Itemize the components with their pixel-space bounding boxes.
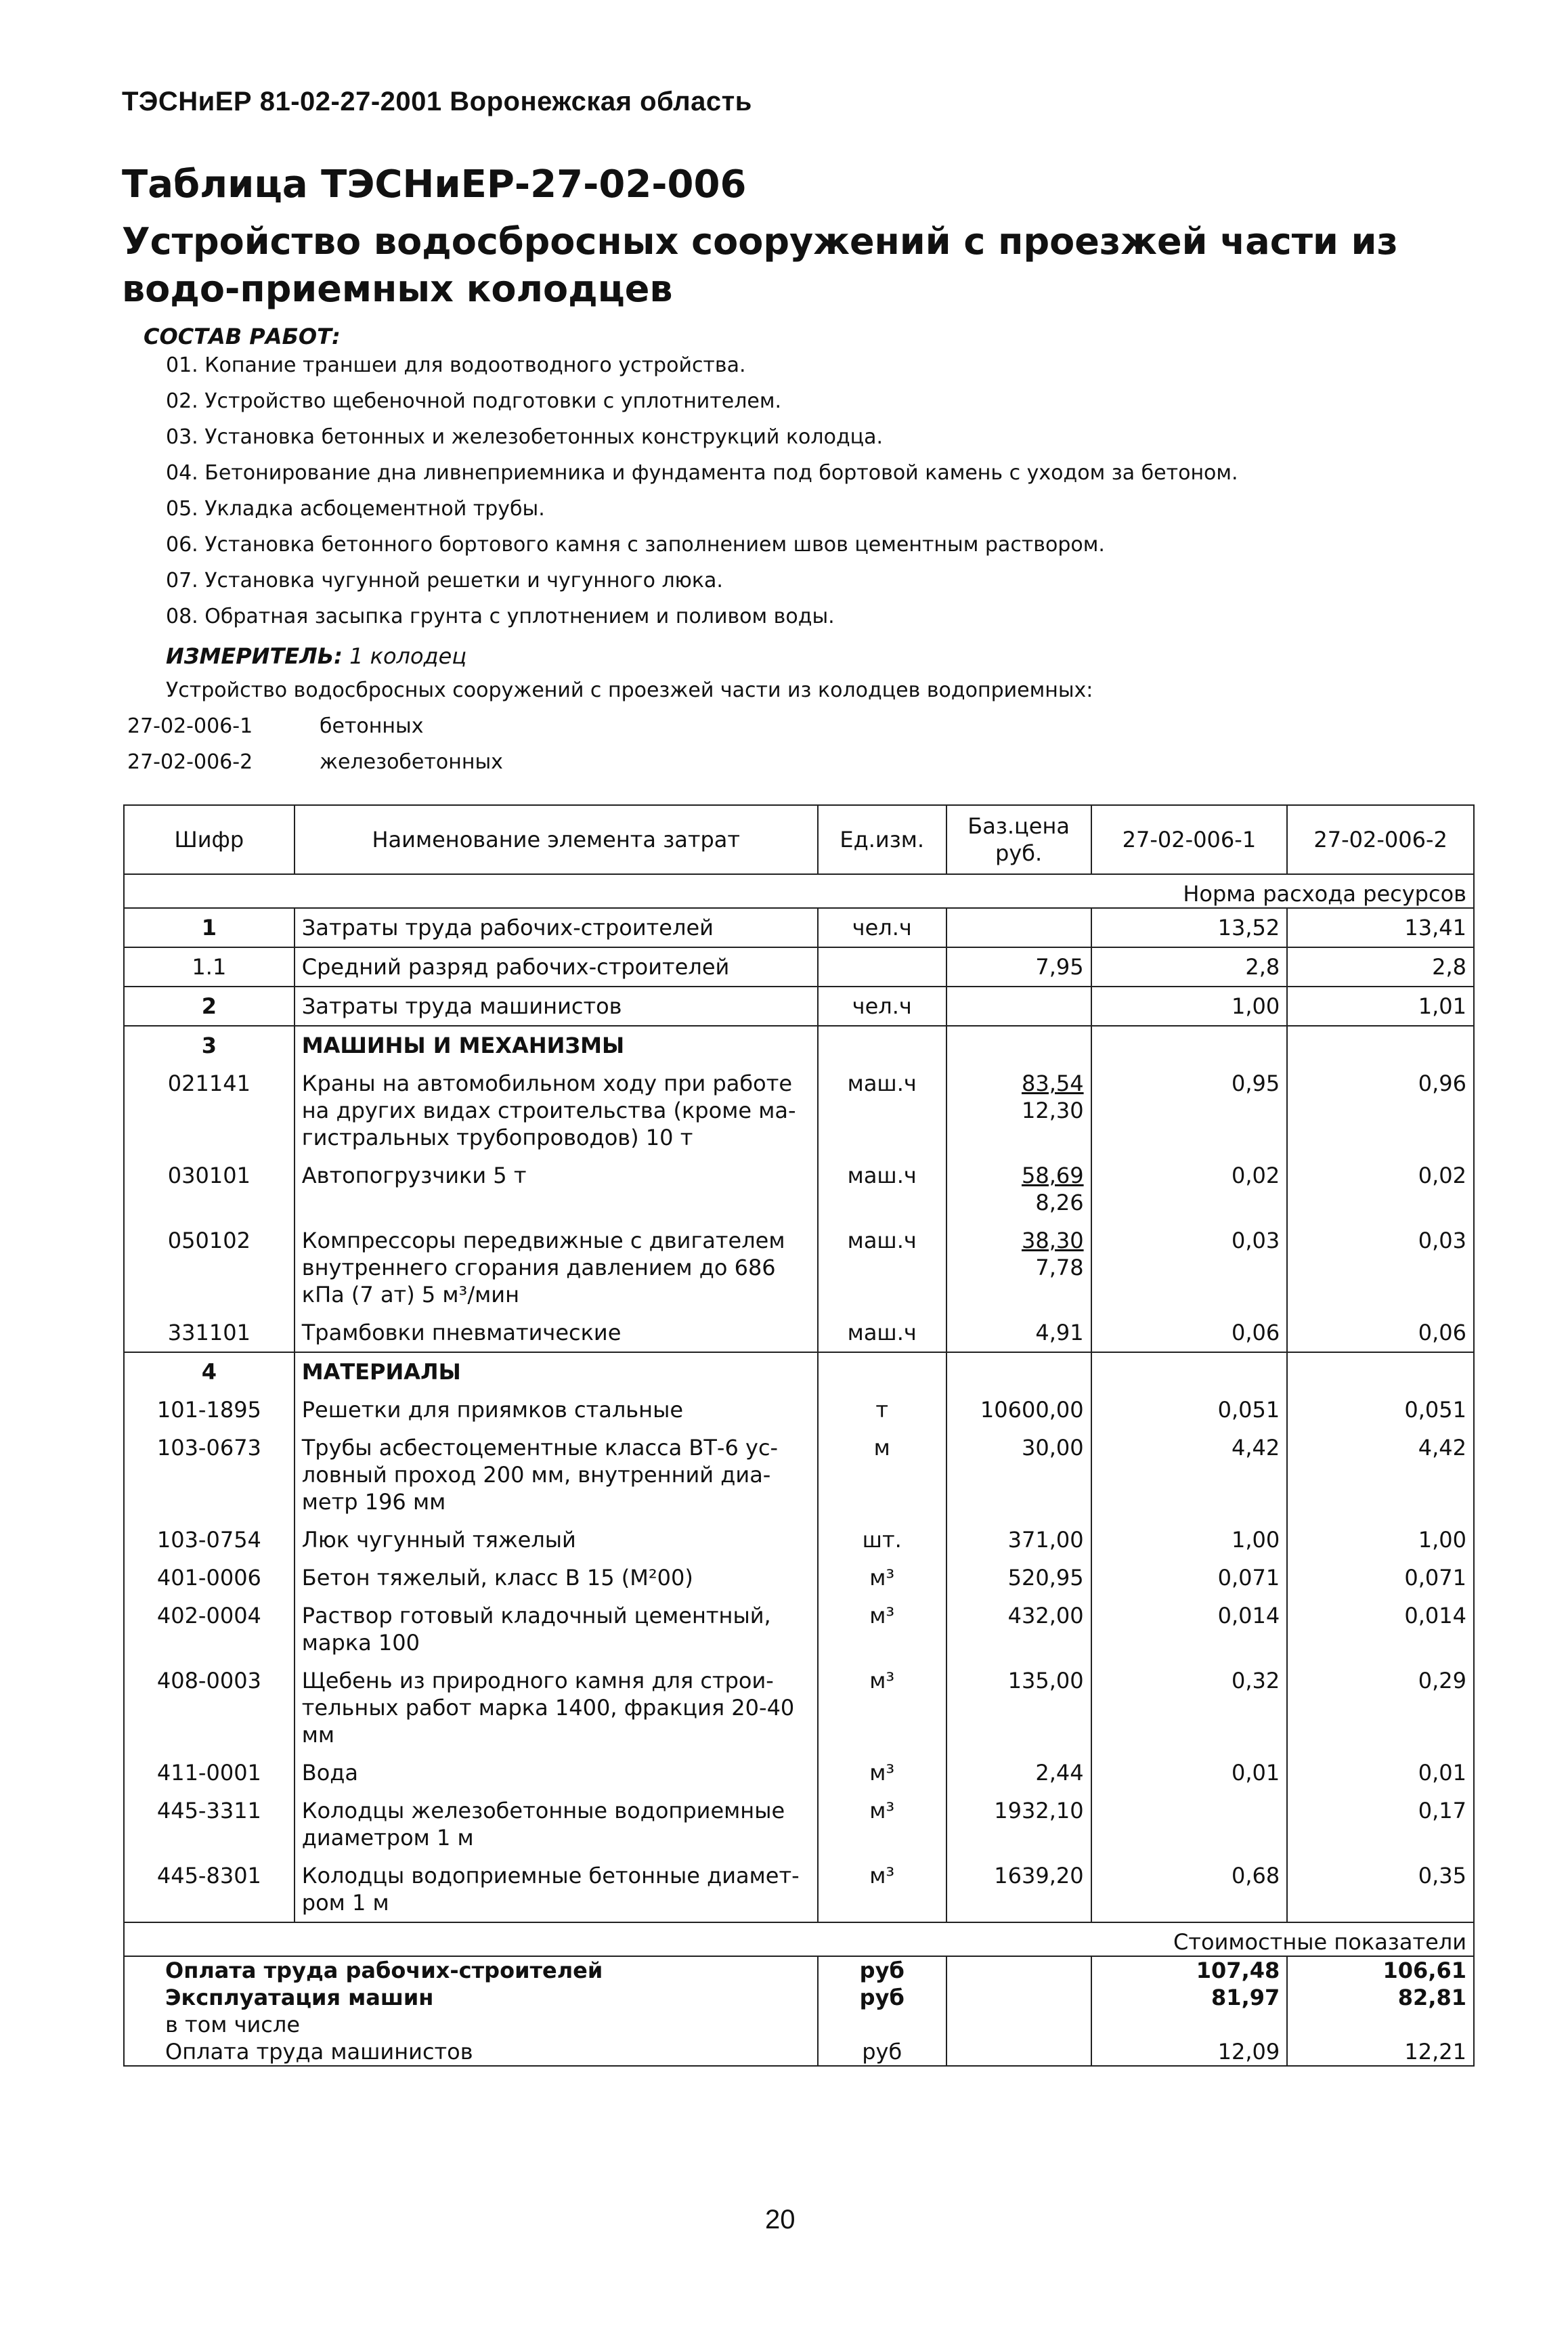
row-unit: м³	[818, 1597, 946, 1662]
row-code: 2	[124, 987, 295, 1026]
cost-value-1: 81,97	[1091, 1984, 1288, 2011]
variant-name: железобетонных	[320, 750, 503, 774]
cost-value-2	[1287, 2011, 1474, 2038]
row-unit: м³	[818, 1559, 946, 1597]
variants-intro: Устройство водосбросных сооружений с проезжей части из колодцев водоприемных:	[166, 678, 1093, 702]
row-unit: м³	[818, 1857, 946, 1922]
table-row	[124, 1521, 1474, 1559]
row-code: 021141	[124, 1064, 295, 1157]
cost-row	[124, 1984, 1474, 2011]
row-code: 408-0003	[124, 1662, 295, 1754]
row-value-2: 0,051	[1287, 1391, 1474, 1429]
cost-row	[124, 2011, 1474, 2038]
row-name: Люк чугунный тяжелый	[295, 1521, 818, 1559]
cost-name: Оплата труда рабочих-строителей	[124, 1956, 818, 1984]
row-value-2: 13,41	[1287, 908, 1474, 947]
cost-value-2: 12,21	[1287, 2038, 1474, 2066]
price-top: 58,69	[1021, 1163, 1084, 1188]
resources-table	[123, 804, 1475, 2067]
work-item: 06. Установка бетонного бортового камня с заполнением швов цементным раствором.	[166, 533, 1105, 557]
row-value-1: 4,42	[1091, 1429, 1288, 1521]
row-name: Средний разряд рабочих-строителей	[295, 947, 818, 987]
table-row	[124, 1857, 1474, 1922]
work-item: 04. Бетонирование дна ливнеприемника и фундамента под бортовой камень с уходом за бетоном.	[166, 461, 1238, 485]
row-value-2: 0,06	[1287, 1314, 1474, 1352]
table-row	[124, 1429, 1474, 1521]
row-value-2: 1,00	[1287, 1521, 1474, 1559]
row-code: 331101	[124, 1314, 295, 1352]
row-value-1: 13,52	[1091, 908, 1288, 947]
measure-line	[166, 643, 466, 669]
row-value-2: 4,42	[1287, 1429, 1474, 1521]
row-unit: маш.ч	[818, 1222, 946, 1314]
row-name: Решетки для приямков стальные	[295, 1391, 818, 1429]
row-code: 1	[124, 908, 295, 947]
row-price: 4,91	[946, 1314, 1091, 1352]
row-price	[946, 1157, 1091, 1222]
row-unit: маш.ч	[818, 1064, 946, 1157]
row-value-2: 0,17	[1287, 1792, 1474, 1857]
row-name: Краны на автомобильном ходу при работе на других видах строительства (кроме ма-гистральных трубопроводов) 10 т	[295, 1064, 818, 1157]
row-price	[946, 908, 1091, 947]
row-name: Раствор готовый кладочный цементный, марка 100	[295, 1597, 818, 1662]
row-unit: шт.	[818, 1521, 946, 1559]
row-value-1: 0,071	[1091, 1559, 1288, 1597]
row-unit: чел.ч	[818, 987, 946, 1026]
row-price	[946, 987, 1091, 1026]
row-name: Затраты труда рабочих-строителей	[295, 908, 818, 947]
row-name: Вода	[295, 1754, 818, 1792]
cost-unit	[818, 2011, 946, 2038]
row-unit: маш.ч	[818, 1157, 946, 1222]
cost-value-2: 82,81	[1287, 1984, 1474, 2011]
cost-value-1: 12,09	[1091, 2038, 1288, 2066]
table-row	[124, 987, 1474, 1026]
row-price: 520,95	[946, 1559, 1091, 1597]
section-code: 4	[124, 1352, 295, 1391]
row-code: 411-0001	[124, 1754, 295, 1792]
row-unit: м³	[818, 1662, 946, 1754]
row-code: 445-3311	[124, 1792, 295, 1857]
price-top: 38,30	[1021, 1228, 1084, 1253]
row-code: 103-0673	[124, 1429, 295, 1521]
row-price: 135,00	[946, 1662, 1091, 1754]
row-name: Колодцы железобетонные водоприемные диаметром 1 м	[295, 1792, 818, 1857]
table-row	[124, 1662, 1474, 1754]
row-value-2: 0,071	[1287, 1559, 1474, 1597]
work-item: 08. Обратная засыпка грунта с уплотнением и поливом воды.	[166, 605, 835, 628]
variant-name: бетонных	[320, 714, 424, 738]
row-name: Компрессоры передвижные с двигателем внутреннего сгорания давлением до 686 кПа (7 ат) 5 м³/мин	[295, 1222, 818, 1314]
price-top: 83,54	[1021, 1071, 1084, 1096]
measure-value: 1 колодец	[349, 643, 467, 669]
row-value-2: 2,8	[1287, 947, 1474, 987]
row-price: 432,00	[946, 1597, 1091, 1662]
row-value-1: 0,06	[1091, 1314, 1288, 1352]
cost-unit: руб	[818, 1956, 946, 1984]
section-row-machines	[124, 1026, 1474, 1064]
cost-name: Оплата труда машинистов	[124, 2038, 818, 2066]
table-title: Таблица ТЭСНиЕР-27-02-006	[122, 163, 747, 207]
document-header: ТЭСНиЕР 81-02-27-2001 Воронежская область	[122, 87, 752, 116]
price-bottom: 7,78	[1035, 1255, 1084, 1280]
header-name: Наименование элемента затрат	[295, 805, 818, 874]
price-bottom: 8,26	[1035, 1190, 1084, 1215]
work-item: 03. Установка бетонных и железобетонных конструкций колодца.	[166, 425, 884, 449]
row-name: Автопогрузчики 5 т	[295, 1157, 818, 1222]
cost-row	[124, 1956, 1474, 1984]
row-value-1: 0,014	[1091, 1597, 1288, 1662]
works-label: СОСТАВ РАБОТ:	[144, 324, 341, 349]
norm-label: Норма расхода ресурсов	[124, 874, 1474, 908]
row-value-1: 0,95	[1091, 1064, 1288, 1157]
row-price: 2,44	[946, 1754, 1091, 1792]
row-name: Трамбовки пневматические	[295, 1314, 818, 1352]
row-price: 30,00	[946, 1429, 1091, 1521]
row-unit: м³	[818, 1754, 946, 1792]
row-value-1: 0,32	[1091, 1662, 1288, 1754]
row-price: 7,95	[946, 947, 1091, 987]
work-item: 07. Установка чугунной решетки и чугунного люка.	[166, 569, 723, 592]
row-unit	[818, 947, 946, 987]
row-name: Затраты труда машинистов	[295, 987, 818, 1026]
cost-unit: руб	[818, 2038, 946, 2066]
row-name: Колодцы водоприемные бетонные диамет-ром 1 м	[295, 1857, 818, 1922]
table-row	[124, 1222, 1474, 1314]
row-value-1	[1091, 1792, 1288, 1857]
cost-value-2: 106,61	[1287, 1956, 1474, 1984]
cost-name: в том числе	[124, 2011, 818, 2038]
section-name: МАШИНЫ И МЕХАНИЗМЫ	[295, 1026, 818, 1064]
row-code: 030101	[124, 1157, 295, 1222]
row-name: Щебень из природного камня для строи-тельных работ марка 1400, фракция 20-40 мм	[295, 1662, 818, 1754]
row-unit: маш.ч	[818, 1314, 946, 1352]
table-row	[124, 1754, 1474, 1792]
cost-value-1	[1091, 2011, 1288, 2038]
row-price: 371,00	[946, 1521, 1091, 1559]
header-price: Баз.цена руб.	[946, 805, 1091, 874]
table-row	[124, 908, 1474, 947]
section-name: МАТЕРИАЛЫ	[295, 1352, 818, 1391]
row-value-2: 0,03	[1287, 1222, 1474, 1314]
row-price: 1932,10	[946, 1792, 1091, 1857]
row-value-2: 0,02	[1287, 1157, 1474, 1222]
header-variant-1: 27-02-006-1	[1091, 805, 1288, 874]
row-code: 1.1	[124, 947, 295, 987]
cost-value-1: 107,48	[1091, 1956, 1288, 1984]
row-price: 10600,00	[946, 1391, 1091, 1429]
header-code: Шифр	[124, 805, 295, 874]
row-unit: чел.ч	[818, 908, 946, 947]
row-value-1: 0,02	[1091, 1157, 1288, 1222]
table-row	[124, 1391, 1474, 1429]
cost-unit: руб	[818, 1984, 946, 2011]
row-value-1: 2,8	[1091, 947, 1288, 987]
row-value-1: 0,051	[1091, 1391, 1288, 1429]
row-value-1: 1,00	[1091, 987, 1288, 1026]
table-row	[124, 1314, 1474, 1352]
measure-label: ИЗМЕРИТЕЛЬ:	[166, 643, 343, 669]
row-code: 103-0754	[124, 1521, 295, 1559]
variant-code: 27-02-006-1	[127, 714, 253, 738]
row-value-2: 0,96	[1287, 1064, 1474, 1157]
row-unit: м³	[818, 1792, 946, 1857]
table-row	[124, 1157, 1474, 1222]
table-row	[124, 1064, 1474, 1157]
cost-label: Стоимостные показатели	[124, 1922, 1474, 1956]
row-price	[946, 1064, 1091, 1157]
row-value-2: 0,29	[1287, 1662, 1474, 1754]
table-header-row	[124, 805, 1474, 874]
work-item: 05. Укладка асбоцементной трубы.	[166, 497, 545, 521]
header-unit: Ед.изм.	[818, 805, 946, 874]
row-value-1: 1,00	[1091, 1521, 1288, 1559]
row-code: 101-1895	[124, 1391, 295, 1429]
variant-code: 27-02-006-2	[127, 750, 253, 774]
row-value-1: 0,03	[1091, 1222, 1288, 1314]
work-item: 01. Копание траншеи для водоотводного устройства.	[166, 353, 746, 377]
table-row	[124, 1559, 1474, 1597]
cost-band-row	[124, 1922, 1474, 1956]
page-number: 20	[765, 2205, 796, 2234]
row-unit: м	[818, 1429, 946, 1521]
row-code: 445-8301	[124, 1857, 295, 1922]
row-code: 401-0006	[124, 1559, 295, 1597]
table-row	[124, 947, 1474, 987]
row-value-2: 0,014	[1287, 1597, 1474, 1662]
section-row-materials	[124, 1352, 1474, 1391]
row-value-2: 0,01	[1287, 1754, 1474, 1792]
row-code: 402-0004	[124, 1597, 295, 1662]
table-subtitle: Устройство водосбросных сооружений с проезжей части из водо-приемных колодцев	[122, 220, 1398, 310]
row-price	[946, 1222, 1091, 1314]
row-value-1: 0,01	[1091, 1754, 1288, 1792]
norm-band-row	[124, 874, 1474, 908]
table-row	[124, 1792, 1474, 1857]
cost-row	[124, 2038, 1474, 2066]
table-row	[124, 1597, 1474, 1662]
row-value-1: 0,68	[1091, 1857, 1288, 1922]
row-unit: т	[818, 1391, 946, 1429]
row-price: 1639,20	[946, 1857, 1091, 1922]
row-name: Трубы асбестоцементные класса ВТ-6 ус-ловный проход 200 мм, внутренний диа-метр 196 мм	[295, 1429, 818, 1521]
row-code: 050102	[124, 1222, 295, 1314]
row-value-2: 0,35	[1287, 1857, 1474, 1922]
cost-name: Эксплуатация машин	[124, 1984, 818, 2011]
row-name: Бетон тяжелый, класс В 15 (М²00)	[295, 1559, 818, 1597]
price-bottom: 12,30	[1021, 1098, 1084, 1123]
section-code: 3	[124, 1026, 295, 1064]
header-variant-2: 27-02-006-2	[1287, 805, 1474, 874]
work-item: 02. Устройство щебеночной подготовки с уплотнителем.	[166, 389, 782, 413]
row-value-2: 1,01	[1287, 987, 1474, 1026]
